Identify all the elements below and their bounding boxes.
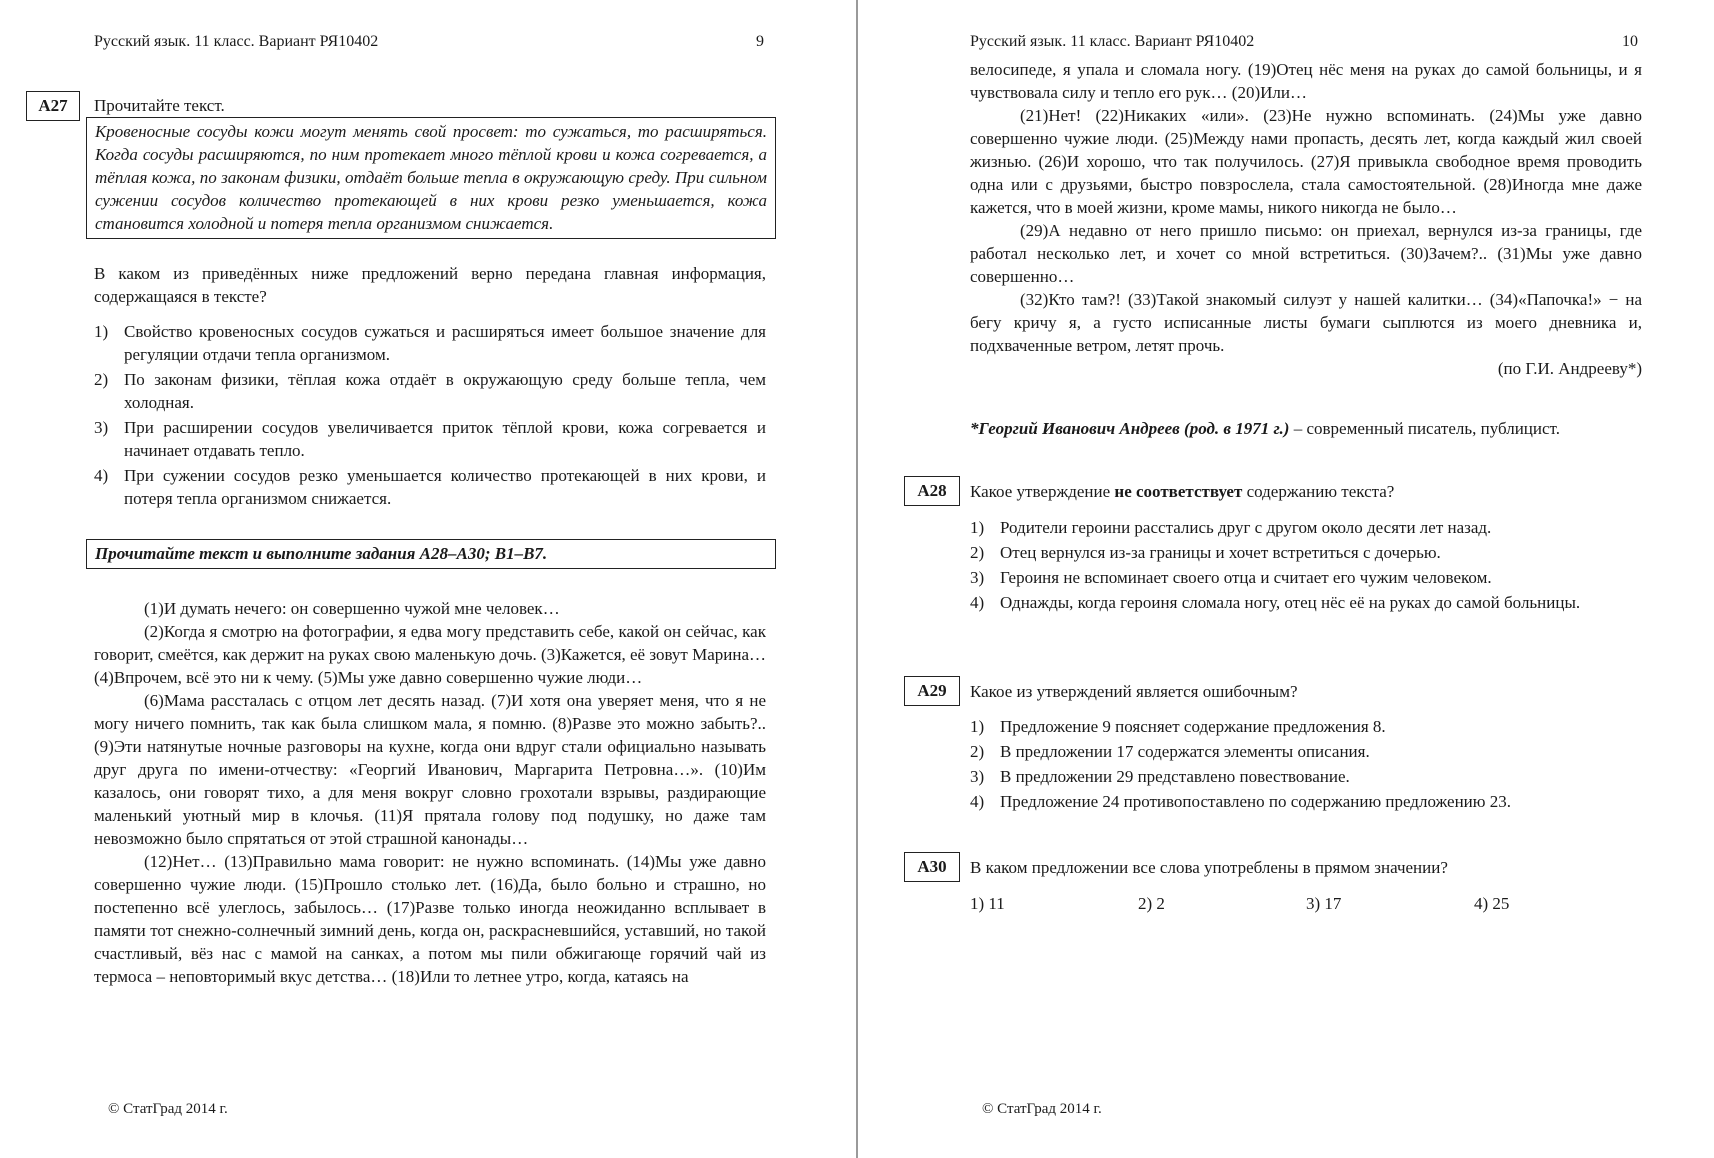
a30-option-2[interactable]: 2) 2 — [1138, 894, 1165, 913]
a27-question: В каком из приведённых ниже предложений верно передана главная информация, содержащаяся в тексте? — [94, 264, 766, 306]
task-code-a28: A28 — [904, 476, 960, 506]
a28-question: Какое утверждение не соответствует содержанию текста? — [970, 482, 1395, 501]
a28-options — [970, 516, 1642, 616]
footnote — [970, 417, 1642, 440]
a29-option-4[interactable]: 4) Предложение 24 противопоставлено по содержанию предложению 23. — [970, 792, 1511, 811]
page-header — [970, 30, 1642, 53]
a27-option-2[interactable]: 2) По законам физики, тёплая кожа отдаёт в окружающую среду больше тепла, чем холодная. — [94, 370, 766, 412]
a27-option-4[interactable]: 4) При сужении сосудов резко уменьшается количество протекающей в них крови, и потеря тепла организмом снижается. — [94, 466, 766, 508]
a29-question: Какое из утверждений является ошибочным? — [970, 682, 1298, 701]
page-9 — [0, 0, 856, 1158]
a30-question: В каком предложении все слова употреблены в прямом значении? — [970, 858, 1448, 877]
story-paragraph: (29)А недавно от него пришло письмо: он приехал, вернулся из-за границы, где работал несколько лет, и хочет со мной встретиться. (30)Зачем?.. (31)Мы уже давно совершенно… — [970, 221, 1642, 286]
task-banner: Прочитайте текст и выполните задания А28–А30; В1–В7. — [86, 539, 776, 569]
a27-option-1[interactable]: 1) Свойство кровеносных сосудов сужаться и расширяться имеет большое значение для регуляции отдачи тепла организмом. — [94, 322, 766, 364]
a28-option-1[interactable]: 1) Родители героини расстались друг с другом около десяти лет назад. — [970, 518, 1492, 537]
page-number: 10 — [1622, 33, 1638, 50]
story-paragraph: (12)Нет… (13)Правильно мама говорит: не нужно вспоминать. (14)Мы уже давно совершенно чужие люди. (15)Прошло столько лет. (16)Да, было больно и страшно, но постепенно всё улеглось, забылось… (17)Разве только иногда неожиданно всплывает в памяти тот снежно-солнечный зимний день, когда он, раскрасневшийся, уставший, но такой счастливый, вёз нас с мамой на санках, а потом мы пили обжигающе горячий чай из термоса – неповторимый вкус детства… (18)Или то летнее утро, когда, катаясь на — [94, 852, 766, 986]
page-header — [94, 30, 766, 53]
a28-option-2[interactable]: 2) Отец вернулся из-за границы и хочет встретиться с дочерью. — [970, 543, 1441, 562]
task-code-a27: A27 — [26, 91, 80, 121]
a29-option-2[interactable]: 2) В предложении 17 содержатся элементы описания. — [970, 742, 1370, 761]
story-paragraph: (2)Когда я смотрю на фотографии, я едва могу представить себе, какой он сейчас, как говорит, смеётся, как держит на руках свою маленькую дочь. (3)Кажется, её зовут Марина… (4)Впрочем, всё это ни к чему. (5)Мы уже давно совершенно чужие люди… — [94, 622, 766, 687]
story-text — [94, 597, 766, 988]
a27-options — [94, 320, 766, 512]
attribution: (по Г.И. Андрееву*) — [1497, 359, 1642, 378]
story-paragraph: (6)Мама рассталась с отцом лет десять назад. (7)И хотя она уверяет меня, что я не могу ничего помнить, так как была слишком мала, я помню. (8)Разве это можно забыть?.. (9)Эти натянутые ночные разговоры на кухне, когда они вдруг стали официально называть друг друга по имени-отчеству: «Георгий Иванович, Маргарита Петровна…». (10)Им казалось, они говорят тихо, а для меня вокруг словно грохотали взрывы, раздирающие маленький уютный мир в клочья. (11)Я прятала голову под подушку, но даже там невозможно было спрятаться от этой страшной канонады… — [94, 691, 766, 848]
story-paragraph: (1)И думать нечего: он совершенно чужой мне человек… — [144, 599, 560, 618]
header-title: Русский язык. 11 класс. Вариант РЯ10402 — [970, 33, 1255, 50]
page-footer: © СтатГрад 2014 г. — [108, 1101, 228, 1117]
a29-option-1[interactable]: 1) Предложение 9 поясняет содержание предложения 8. — [970, 717, 1386, 736]
a30-options — [970, 892, 1642, 915]
a30-option-3[interactable]: 3) 17 — [1306, 894, 1342, 913]
a28-option-4[interactable]: 4) Однажды, когда героиня сломала ногу, отец нёс её на руках до самой больницы. — [970, 593, 1581, 612]
a27-excerpt-box: Кровеносные сосуды кожи могут менять свой просвет: то сужаться, то расширяться. Когда сосуды расширяются, по ним протекает много тёплой крови и кожа согревается, а тёплая кожа, по законам физики, отдаёт больше тепла в окружающую среду. При сильном сужении сосудов количество протекающей в них крови резко уменьшается, кожа становится холодной и потеря тепла организмом снижается. — [86, 117, 776, 239]
a27-option-3[interactable]: 3) При расширении сосудов увеличивается приток тёплой крови, кожа согревается и начинает отдавать тепло. — [94, 418, 766, 460]
a29-options — [970, 715, 1642, 815]
task-code-a29: A29 — [904, 676, 960, 706]
footnote-author: *Георгий Иванович Андреев (род. в 1971 г.) — [970, 419, 1290, 438]
page-10 — [858, 0, 1714, 1158]
story-continuation: велосипеде, я упала и сломала ногу. (19)Отец нёс меня на руках до самой больницы, и я чувствовала силу и тепло его рук… (20)Или… — [970, 60, 1642, 102]
header-title: Русский язык. 11 класс. Вариант РЯ10402 — [94, 33, 379, 50]
a30-option-4[interactable]: 4) 25 — [1474, 894, 1510, 913]
a29-option-3[interactable]: 3) В предложении 29 представлено повествование. — [970, 767, 1350, 786]
a27-instruction: Прочитайте текст. — [94, 96, 225, 115]
page-footer: © СтатГрад 2014 г. — [982, 1101, 1102, 1117]
story-paragraph: (32)Кто там?! (33)Такой знакомый силуэт у нашей калитки… (34)«Папочка!» − на бегу кричу я, а густо исписанные листы бумаги сыплются из моего дневника и, подхваченные ветром, летят прочь. — [970, 290, 1642, 355]
a30-option-1[interactable]: 1) 11 — [970, 894, 1005, 913]
task-code-a30: A30 — [904, 852, 960, 882]
page-number: 9 — [756, 33, 764, 50]
footnote-text: – современный писатель, публицист. — [1289, 419, 1560, 438]
story-text-continued — [970, 58, 1642, 380]
a28-option-3[interactable]: 3) Героиня не вспоминает своего отца и считает его чужим человеком. — [970, 568, 1492, 587]
story-paragraph: (21)Нет! (22)Никаких «или». (23)Не нужно вспоминать. (24)Мы уже давно совершенно чужие люди. (25)Между нами пропасть, десять лет, когда каждый жил своей жизнью. (26)И хорошо, что так получилось. (27)Я привыкла свободное время проводить одна или с друзьями, быстро повзрослела, стала самостоятельной. (28)Иногда мне даже кажется, что в моей жизни, кроме мамы, никого никогда не было… — [970, 106, 1642, 217]
